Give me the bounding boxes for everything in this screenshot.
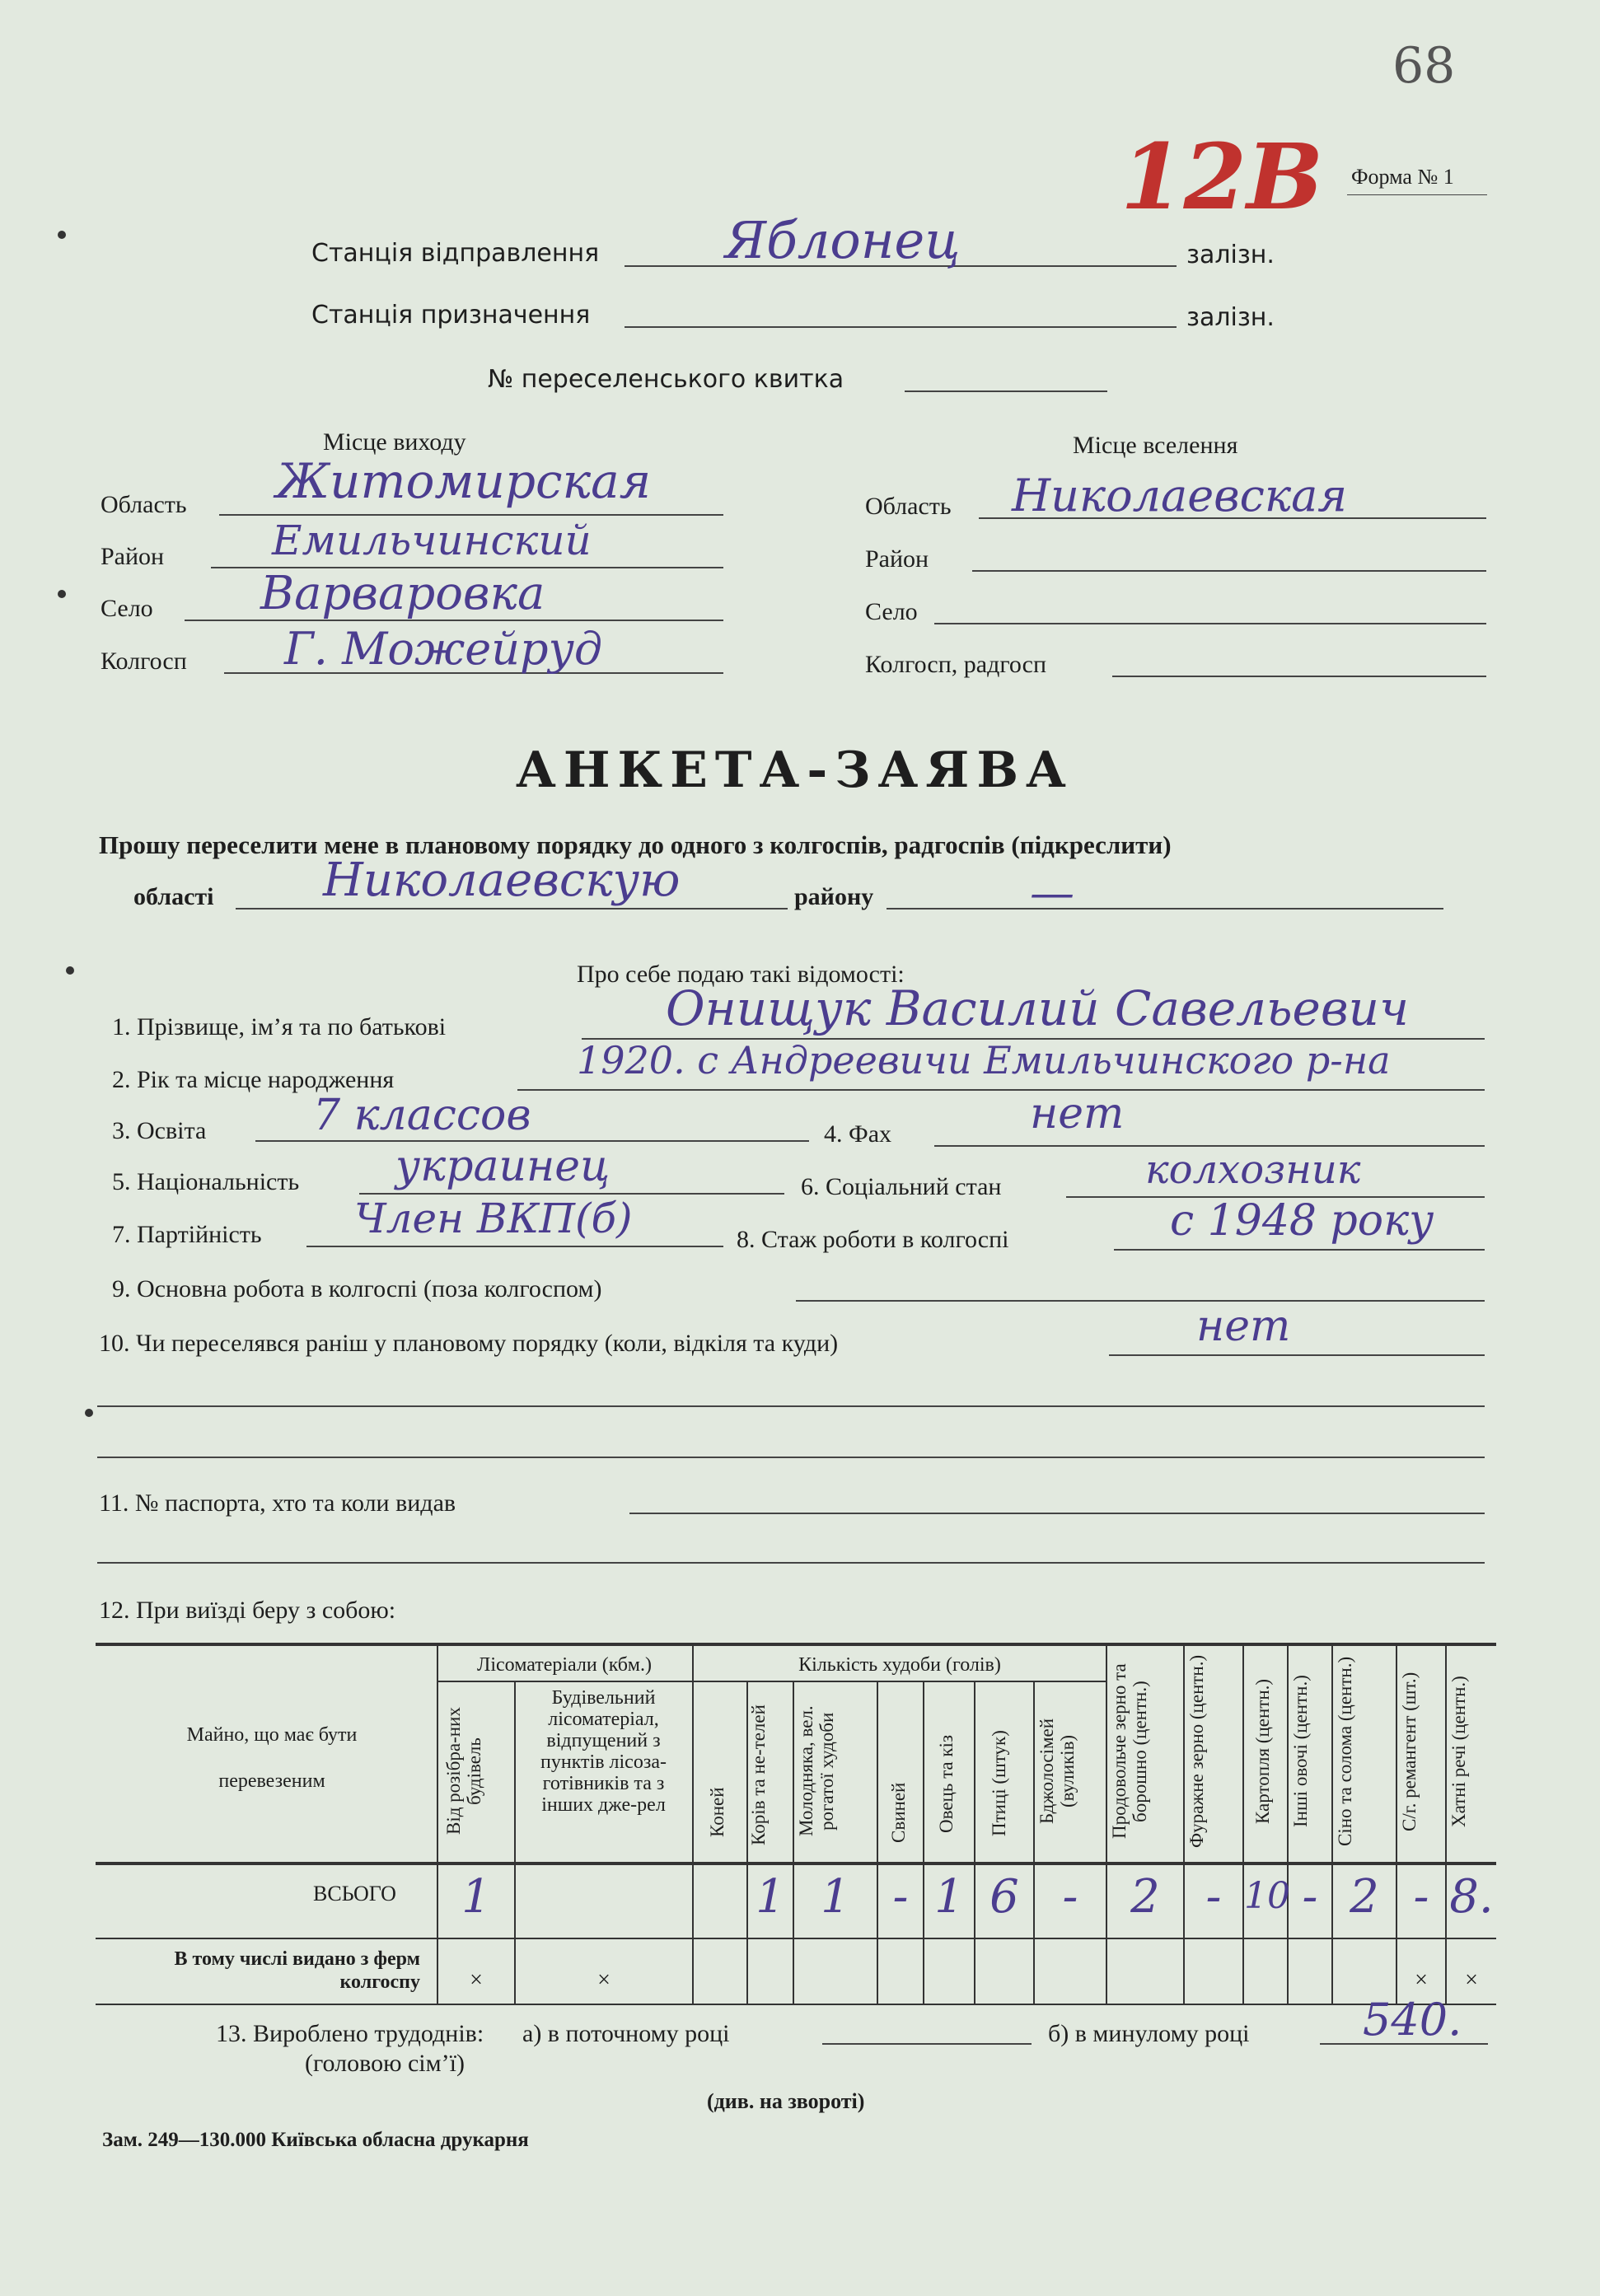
- col-header-6: Свиней: [888, 1782, 909, 1843]
- ticket-label: № переселенського квитка: [488, 365, 844, 394]
- origin-kolhosp-label: Колгосп: [101, 648, 187, 675]
- field-6-label: 6. Соціальний стан: [801, 1173, 1002, 1200]
- field-13-b-value: 540.: [1363, 1994, 1462, 2046]
- raionu-label: району: [794, 883, 874, 910]
- railway-suffix-2: залізн.: [1186, 303, 1275, 332]
- request-text: Прошу переселити мене в плановому порядку до одного з колгоспів, радгоспів (підкреслити): [99, 830, 1172, 859]
- raionu-dash: —: [1030, 867, 1074, 919]
- form-label: Форма № 1: [1351, 165, 1454, 189]
- field-7-value: Член ВКП(б): [354, 1195, 633, 1242]
- field-3-value: 7 классов: [313, 1091, 531, 1140]
- field-10-value: нет: [1196, 1302, 1291, 1351]
- departure-station-label: Станція відправлення: [311, 239, 600, 268]
- origin-selo-label: Село: [101, 595, 153, 622]
- field-4-value: нет: [1030, 1089, 1125, 1139]
- printer-line: Зам. 249—130.000 Київська обласна друкарня: [102, 2129, 529, 2151]
- total-cell: 8.: [1449, 1870, 1494, 1924]
- red-mark: 12В: [1120, 124, 1324, 230]
- punch-hole: [58, 231, 66, 239]
- field-10-label: 10. Чи переселявся раніш у плановому порядку (коли, відкіля та куди): [99, 1330, 839, 1357]
- col-header-15: С/г. ремангент (шт.): [1399, 1672, 1420, 1831]
- col-header-7: Овець та кіз: [936, 1734, 957, 1833]
- field-13-sublabel: (головою сім’ї): [305, 2050, 465, 2077]
- destination-raion-label: Район: [865, 545, 929, 573]
- destination-oblast-value: Николаевская: [1012, 470, 1348, 521]
- col-header-1: Від розібра-них будівель: [443, 1707, 484, 1835]
- field-11-label: 11. № паспорта, хто та коли видав: [99, 1489, 456, 1517]
- punch-hole: [58, 590, 66, 598]
- form-title: АНКЕТА-ЗАЯВА: [516, 741, 1074, 799]
- field-5-label: 5. Національність: [112, 1168, 300, 1195]
- table-timber-group: Лісоматеріали (кбм.): [477, 1654, 652, 1676]
- origin-heading: Місце виходу: [323, 428, 466, 456]
- col-header-16: Хатні речі (центн.): [1448, 1676, 1469, 1827]
- field-5-value: украинец: [395, 1142, 611, 1191]
- field-8-value: с 1948 року: [1170, 1196, 1434, 1246]
- farm-cell-mark: ×: [597, 1967, 611, 1993]
- col-header-2: Будівельний лісоматеріал, відпущений з пунктів лісоза-готівників та з інших дже-рел: [540, 1687, 667, 1816]
- total-cell: -: [1413, 1870, 1429, 1924]
- total-cell: 10: [1244, 1875, 1290, 1917]
- total-cell: 1: [756, 1870, 785, 1924]
- origin-selo-value: Варваровка: [260, 567, 545, 620]
- col-header-10: Продовольче зерно та борошно (центн.): [1109, 1663, 1150, 1840]
- col-header-3: Коней: [707, 1787, 727, 1838]
- total-cell: -: [1302, 1870, 1318, 1924]
- field-9-label: 9. Основна робота в колгоспі (поза колгоспом): [112, 1275, 602, 1302]
- departure-station-value: Яблонец: [725, 210, 961, 270]
- farm-cell-mark: ×: [470, 1967, 483, 1993]
- field-13-b-label: б) в минулому році: [1048, 2020, 1250, 2047]
- field-1-value: Онищук Василий Савельевич: [666, 980, 1410, 1036]
- field-2-value: 1920. с Андреевичи Емильчинского р-на: [577, 1038, 1391, 1083]
- intro-text: Про себе подаю такі відомості:: [577, 961, 905, 988]
- col-header-4: Корів та не-телей: [748, 1704, 769, 1846]
- field-13-a-label: а) в поточному році: [522, 2020, 730, 2047]
- field-13-label: 13. Вироблено трудоднів:: [216, 2020, 484, 2047]
- total-cell: 1: [934, 1870, 964, 1924]
- col-header-5: Молодняка, вел. рогатої худоби: [796, 1705, 837, 1837]
- destination-heading: Місце вселення: [1073, 432, 1238, 459]
- field-7-label: 7. Партійність: [112, 1221, 262, 1248]
- railway-suffix-1: залізн.: [1186, 241, 1275, 269]
- origin-oblast-value: Житомирская: [276, 453, 652, 509]
- destination-station-label: Станція призначення: [311, 301, 591, 330]
- origin-raion-label: Район: [101, 543, 165, 570]
- field-2-label: 2. Рік та місце народження: [112, 1066, 395, 1093]
- table-livestock-group: Кількість худоби (голів): [798, 1654, 1001, 1676]
- origin-kolhosp-value: Г. Можейруд: [284, 623, 603, 675]
- total-cell: -: [892, 1870, 909, 1924]
- oblasti-label: області: [133, 883, 214, 910]
- row-farm-label: В тому числі видано з ферм колгоспу: [174, 1948, 420, 1993]
- field-12-label: 12. При виїзді беру з собою:: [99, 1597, 396, 1624]
- total-cell: 1: [461, 1870, 491, 1924]
- total-cell: 1: [821, 1870, 850, 1924]
- total-cell: -: [1062, 1870, 1078, 1924]
- origin-raion-value: Емильчинский: [272, 517, 592, 564]
- destination-oblast-label: Область: [865, 493, 952, 520]
- oblasti-value: Николаевскую: [323, 853, 681, 907]
- total-cell: 2: [1130, 1870, 1160, 1924]
- farm-cell-mark: ×: [1415, 1967, 1428, 1993]
- destination-kolhosp-label: Колгосп, радгосп: [865, 651, 1047, 678]
- origin-oblast-label: Область: [101, 491, 187, 518]
- field-1-label: 1. Прізвище, ім’я та по батькові: [112, 1013, 447, 1040]
- punch-hole: [85, 1409, 93, 1417]
- total-cell: -: [1205, 1870, 1222, 1924]
- col-header-12: Картопля (центн.): [1252, 1678, 1273, 1825]
- total-cell: 2: [1350, 1870, 1379, 1924]
- total-cell: 6: [989, 1870, 1019, 1924]
- footer-note: (див. на звороті): [707, 2089, 865, 2113]
- col-header-8: Птиці (штук): [989, 1730, 1009, 1837]
- col-header-13: Інші овочі (центн.): [1290, 1675, 1311, 1828]
- col-header-9: Бджолосімей (вуликів): [1036, 1718, 1078, 1825]
- field-4-label: 4. Фах: [824, 1120, 892, 1148]
- punch-hole: [66, 966, 74, 975]
- field-8-label: 8. Стаж роботи в колгоспі: [737, 1226, 1009, 1253]
- destination-selo-label: Село: [865, 598, 918, 625]
- table-property-header: Майно, що має бути перевезеним: [186, 1724, 358, 1792]
- page-number-mark: 68: [1392, 37, 1456, 95]
- field-6-value: колхозник: [1145, 1147, 1361, 1193]
- farm-cell-mark: ×: [1465, 1967, 1478, 1993]
- field-3-label: 3. Освіта: [112, 1117, 207, 1144]
- col-header-11: Фуражне зерно (центн.): [1186, 1654, 1207, 1849]
- row-total-label: ВСЬОГО: [313, 1882, 396, 1906]
- col-header-14: Сіно та солома (центн.): [1335, 1656, 1355, 1847]
